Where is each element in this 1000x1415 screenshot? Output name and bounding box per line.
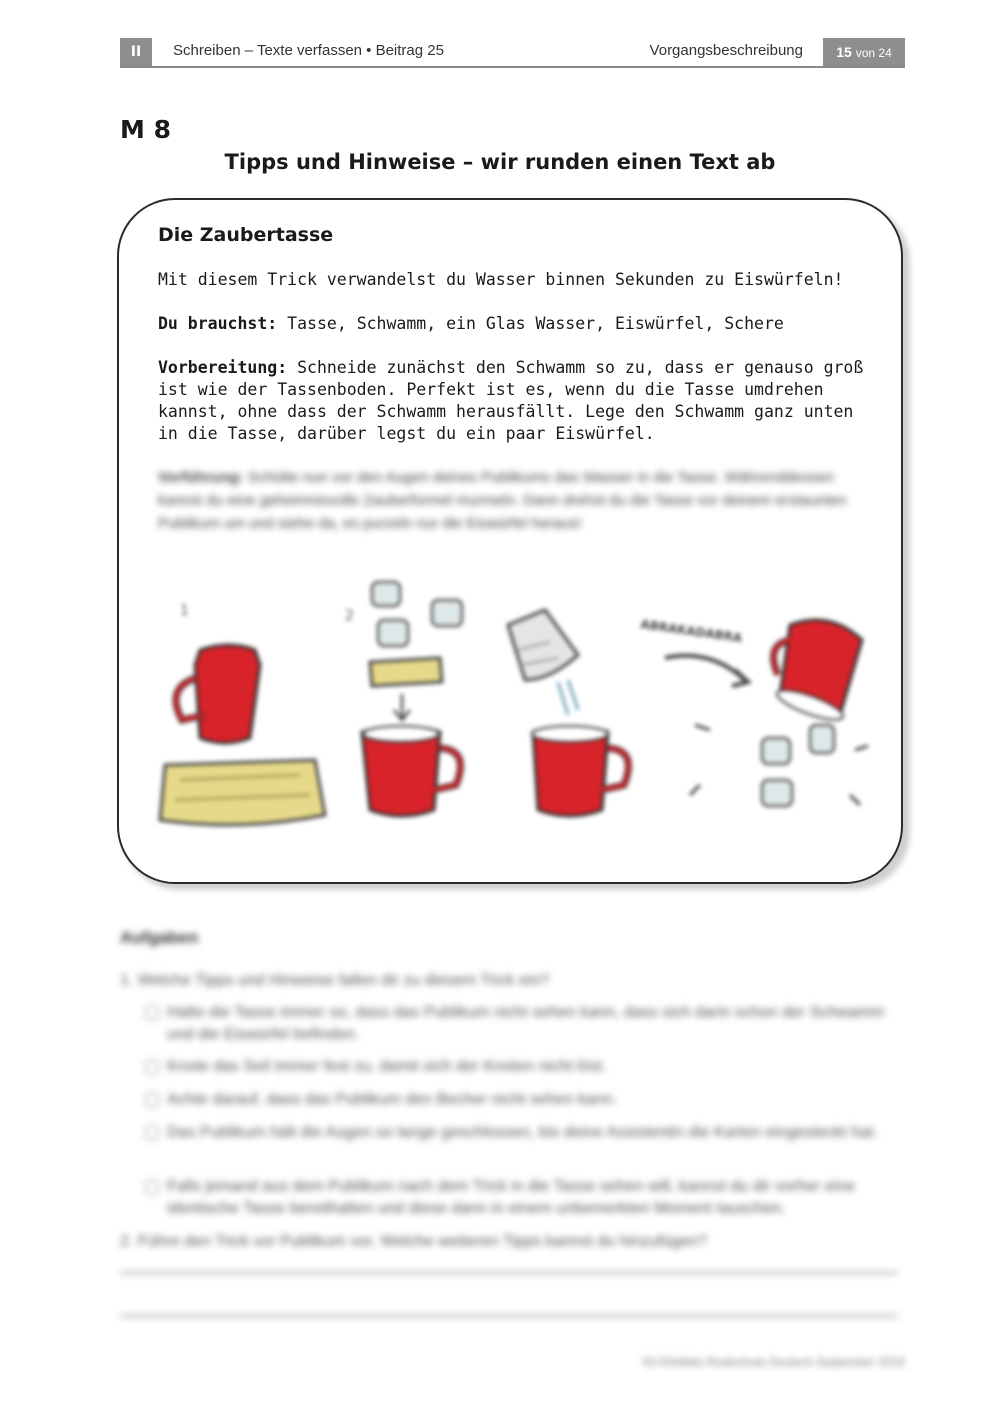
page-indicator xyxy=(823,38,905,66)
page-number: 15 xyxy=(836,44,852,60)
task-option[interactable] xyxy=(145,1122,905,1144)
task-option[interactable] xyxy=(145,1089,905,1111)
magic-word: ABRAKADABRA xyxy=(639,617,744,646)
trick-illustration xyxy=(150,570,890,850)
task-2: 2. Führe den Trick vor Publikum vor. Welche weiteren Tipps kannst du hinzufügen? xyxy=(120,1233,707,1250)
footer-credit: 63 RAAbits Realschule Deutsch September 2016 xyxy=(642,1355,905,1369)
section-tag: II xyxy=(120,38,152,66)
materials-label: Du brauchst: xyxy=(158,314,278,333)
checkbox-icon[interactable] xyxy=(145,1060,159,1074)
materials-paragraph xyxy=(158,313,870,335)
materials-text: Tasse, Schwamm, ein Glas Wasser, Eiswürfel, Schere xyxy=(277,314,784,333)
material-label: M 8 xyxy=(120,115,171,144)
step-2-sponge-and-ice xyxy=(362,582,462,816)
checkbox-icon[interactable] xyxy=(145,1180,159,1194)
task-option[interactable] xyxy=(145,1002,905,1046)
tasks-heading: Aufgaben xyxy=(120,928,199,947)
preparation-label: Vorbereitung: xyxy=(158,358,288,377)
performance-text: Schütte nun vor den Augen deines Publikums das Wasser in die Tasse. Währenddessen kannst du eine geheimnisvolle Zauberformel murmeln. Dann drehst du die Tasse vor deinem erstaunten Publikum um und siehe da, es purzeln nur die Eiswürfel heraus! xyxy=(158,469,847,532)
checkbox-icon[interactable] xyxy=(145,1093,159,1107)
page-title: Tipps und Hinweise – wir runden einen Text ab xyxy=(224,150,776,174)
checkbox-icon[interactable] xyxy=(145,1126,159,1140)
step-2-label: 2 xyxy=(345,608,354,624)
step-1-label: 1 xyxy=(180,603,189,619)
topic-label: Vorgangsbeschreibung xyxy=(649,42,803,59)
task-option[interactable] xyxy=(145,1056,905,1078)
step-4-flip-cup xyxy=(665,620,868,806)
step-3-pour-water xyxy=(508,610,628,816)
option-text: Achte darauf, dass das Publikum den Becher nicht sehen kann. xyxy=(167,1091,618,1108)
answer-line[interactable] xyxy=(120,1272,898,1274)
step-1-cup-on-sponge xyxy=(160,645,325,825)
option-text: Falls jemand aus dem Publikum nach dem Trick in die Tasse sehen will, kannst du dir vorher eine identische Tasse bereithalten und diese dann in einem unbemerkten Moment tauschen. xyxy=(167,1178,856,1217)
option-text: Knote das Seil immer fest zu, damit sich der Knoten nicht löst. xyxy=(167,1058,607,1075)
intro-text: Mit diesem Trick verwandelst du Wasser binnen Sekunden zu Eiswürfeln! xyxy=(158,270,844,289)
performance-label: Vorführung: xyxy=(158,469,244,486)
option-text: Halte die Tasse immer so, dass das Publikum nicht sehen kann, dass sich darin schon der Schwamm und die Eiswürfel befinden. xyxy=(167,1004,885,1043)
page-total: von 24 xyxy=(855,46,892,60)
header-rule xyxy=(120,66,905,68)
task-option[interactable] xyxy=(145,1176,905,1220)
card-heading: Die Zaubertasse xyxy=(158,224,334,246)
checkbox-icon[interactable] xyxy=(145,1006,159,1020)
task-1: 1. Welche Tipps und Hinweise fallen dir zu diesem Trick ein? xyxy=(120,972,550,989)
preparation-paragraph xyxy=(158,357,870,445)
option-text: Das Publikum hält die Augen so lange geschlossen, bis deine Assistentin die Karten eingesteckt hat. xyxy=(167,1124,878,1141)
series-label: Schreiben – Texte verfassen • Beitrag 25 xyxy=(173,42,444,59)
preparation-text: Schneide zunächst den Schwamm so zu, dass er genauso groß ist wie der Tassenboden. Perfekt ist es, wenn du die Tasse umdrehen kannst, ohne dass der Schwamm herausfällt. Lege den Schwamm ganz unten in die Tasse, darüber legst du ein paar Eiswürfel. xyxy=(158,358,864,443)
answer-line[interactable] xyxy=(120,1315,898,1317)
performance-paragraph xyxy=(158,466,870,535)
